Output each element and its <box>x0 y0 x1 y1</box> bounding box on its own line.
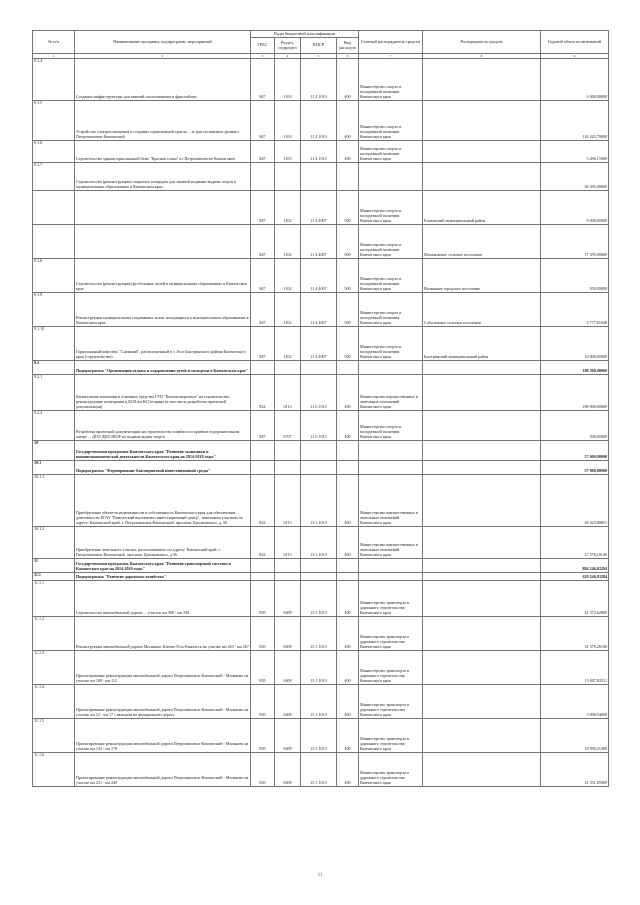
table-row <box>33 441 609 461</box>
row-amount: 500,00000 <box>541 411 609 441</box>
row-section: 1103 <box>275 59 301 101</box>
row-main-manager: Министерство спорта и молодежной политики Камчатского края <box>359 327 423 361</box>
row-amount: 188 000,00000 <box>541 375 609 411</box>
row-name: Горнолыжный комплекс "Снежный", расположенный в с.Эссо Быстринского района Камчатского края (строительство) <box>75 327 251 361</box>
row-vr: 400 <box>337 411 359 441</box>
row-name: Приобретение земельного участка, расположенного по адресу: Камчатский край, г. Петропавловск-Камчатский, проспект Циолковского, д.56 <box>75 527 251 559</box>
row-grbs <box>251 441 275 461</box>
column-index: 2 <box>75 54 251 59</box>
row-csr: 11 4 1013 <box>301 141 337 163</box>
row-main-manager: Министерство транспорта и дорожного строительства Камчатского края <box>359 753 423 787</box>
row-number: 9.1.9 <box>33 293 75 327</box>
row-number: 11.1.6 <box>33 753 75 787</box>
row-vr: 500 <box>337 327 359 361</box>
row-name: Устройство электроосвещения и создание горнолыжной трассы ... и трассы нижнего уровня г. Петропавловск-Камчатский <box>75 101 251 141</box>
row-vr: 400 <box>337 475 359 527</box>
row-name: Реконструкция автомобильной дороги Мильково-Ключи-Усть-Камчатск на участке км 263 - км 267 <box>75 617 251 651</box>
row-amount: 41 572,62800 <box>541 581 609 617</box>
row-name: Строительство здания горнолыжной базы "Красная сопка" в г.Петропавловске-Камчатском <box>75 141 251 163</box>
header-vr: Вид расходов <box>337 38 359 54</box>
table-row <box>33 191 609 225</box>
row-grbs: 847 <box>251 59 275 101</box>
row-csr: 11 4 4007 <box>301 191 337 225</box>
page-number: 11 <box>317 873 323 878</box>
row-recipient <box>423 141 541 163</box>
row-vr: 400 <box>337 375 359 411</box>
header-main-manager: Главный распорядитель средств <box>359 31 423 54</box>
row-name: Государственная программа Камчатского края "Развитие экономики и внешнеэкономической деятельности Камчатского края на 2014-2018 годы" <box>75 441 251 461</box>
row-number: 10.1.2 <box>33 527 75 559</box>
row-recipient <box>423 411 541 441</box>
row-csr <box>301 573 337 581</box>
row-amount: 3 496,15000 <box>541 141 609 163</box>
row-number: 11.1.3 <box>33 651 75 685</box>
row-grbs: 847 <box>251 191 275 225</box>
header-budget-codes: Коды бюджетной классификации <box>251 31 359 38</box>
row-csr: 13 1 1013 <box>301 475 337 527</box>
row-csr: 13 1 1013 <box>301 527 337 559</box>
table-row <box>33 259 609 293</box>
column-index: 8 <box>423 54 541 59</box>
row-amount: 3 090,54000 <box>541 685 609 719</box>
column-index: 9 <box>541 54 609 59</box>
row-vr: 400 <box>337 141 359 163</box>
row-name: Проектирование реконструкции автомобильной дороги Петропавловск-Камчатский - Мильково на участке км 231 - км 249 <box>75 753 251 787</box>
row-recipient <box>423 573 541 581</box>
table-body <box>33 59 609 787</box>
row-section <box>275 361 301 375</box>
budget-table-sheet <box>32 30 608 787</box>
row-section: 1103 <box>275 101 301 141</box>
row-recipient <box>423 441 541 461</box>
row-grbs: 847 <box>251 327 275 361</box>
row-grbs: 847 <box>251 225 275 259</box>
table-row <box>33 163 609 191</box>
table-row <box>33 141 609 163</box>
row-main-manager: Министерство спорта и молодежной политики Камчатского края <box>359 101 423 141</box>
row-name: Реконструкция муниципальных спортивных залов, находящихся в муниципальных образованиях в Камчатском крае <box>75 293 251 327</box>
row-main-manager <box>359 559 423 573</box>
row-csr: 15 1 1013 <box>301 617 337 651</box>
row-number <box>33 191 75 225</box>
row-amount: 21 531,85908 <box>541 753 609 787</box>
row-number: 10 <box>33 441 75 461</box>
row-vr <box>337 361 359 375</box>
row-vr: 400 <box>337 581 359 617</box>
row-csr <box>301 361 337 375</box>
row-recipient <box>423 651 541 685</box>
row-number: 9.1.7 <box>33 163 75 191</box>
row-main-manager <box>359 163 423 191</box>
table-row <box>33 411 609 441</box>
row-name: Капитальные вложения в основные средства ГУП "Камчатскоромхоз" на строительство, реконструкцию помещения в ДОЛ им Ю.Гагарина (в том числе разработка проектной документации) <box>75 375 251 411</box>
row-main-manager <box>359 441 423 461</box>
row-main-manager: Министерство имущественных и земельных отношений Камчатского края <box>359 527 423 559</box>
row-csr: 15 1 1013 <box>301 651 337 685</box>
row-section: 1102 <box>275 225 301 259</box>
table-row <box>33 753 609 787</box>
row-csr <box>301 461 337 475</box>
column-index: 7 <box>359 54 423 59</box>
row-number: 11.1 <box>33 573 75 581</box>
row-csr <box>301 163 337 191</box>
row-main-manager: Министерство спорта и молодежной политики Камчатского края <box>359 141 423 163</box>
row-number: 9.2.2 <box>33 411 75 441</box>
row-recipient: Быстринский муниципальный район <box>423 327 541 361</box>
table-row <box>33 475 609 527</box>
row-section: 0409 <box>275 581 301 617</box>
table-row <box>33 651 609 685</box>
row-number: 11.1.2 <box>33 617 75 651</box>
row-vr: 400 <box>337 59 359 101</box>
row-amount: 18 990,21490 <box>541 719 609 753</box>
row-section: 0409 <box>275 719 301 753</box>
row-number: 11.1.4 <box>33 685 75 719</box>
row-csr: 11 6 1013 <box>301 375 337 411</box>
row-amount: 894 246,03294 <box>541 559 609 573</box>
row-amount: 17 395,00000 <box>541 225 609 259</box>
row-grbs: 822 <box>251 527 275 559</box>
row-vr: 500 <box>337 225 359 259</box>
row-recipient <box>423 461 541 475</box>
row-vr: 400 <box>337 101 359 141</box>
row-main-manager: Министерство спорта и молодежной политики Камчатского края <box>359 225 423 259</box>
row-vr: 400 <box>337 651 359 685</box>
budget-allocation-table <box>32 30 609 787</box>
row-grbs: 835 <box>251 719 275 753</box>
row-csr: 15 1 1013 <box>301 753 337 787</box>
table-row <box>33 573 609 581</box>
row-vr <box>337 573 359 581</box>
row-recipient <box>423 375 541 411</box>
row-recipient <box>423 559 541 573</box>
row-section: 1102 <box>275 259 301 293</box>
table-row <box>33 559 609 573</box>
row-amount: 2 777,61048 <box>541 293 609 327</box>
row-recipient <box>423 59 541 101</box>
row-amount: 188 500,00000 <box>541 361 609 375</box>
table-row <box>33 327 609 361</box>
row-name: Подпрограмма "Развитие дорожного хозяйства" <box>75 573 251 581</box>
row-vr: 400 <box>337 753 359 787</box>
table-row <box>33 685 609 719</box>
row-vr: 400 <box>337 719 359 753</box>
row-section: 0113 <box>275 527 301 559</box>
row-recipient <box>423 617 541 651</box>
row-section <box>275 559 301 573</box>
row-number: 9.1.6 <box>33 141 75 163</box>
row-csr <box>301 559 337 573</box>
row-amount: 629 246,03294 <box>541 573 609 581</box>
row-number: 9.1.4 <box>33 59 75 101</box>
table-row <box>33 581 609 617</box>
column-index: 3 <box>251 54 275 59</box>
row-vr <box>337 461 359 475</box>
row-name <box>75 191 251 225</box>
row-number: 10.1 <box>33 461 75 475</box>
row-grbs: 847 <box>251 101 275 141</box>
row-name: Проектирование реконструкции автомобильной дороги Петропавловск-Камчатский - Мильково на участке км 108 - км 112 <box>75 651 251 685</box>
row-grbs <box>251 461 275 475</box>
row-csr: 11 4 4007 <box>301 225 337 259</box>
row-main-manager <box>359 573 423 581</box>
row-name: Создание инфраструктуры для занятий скалолазанием и фристайлом <box>75 59 251 101</box>
row-main-manager: Министерство транспорта и дорожного строительства Камчатского края <box>359 719 423 753</box>
row-main-manager: Министерство спорта и молодежной политики Камчатского края <box>359 59 423 101</box>
row-grbs <box>251 573 275 581</box>
row-number: 9.1.5 <box>33 101 75 141</box>
row-name: Разработка проектной документации на строительство плавбасса в краевом оздоровительном лагере ... ДОЛ ДЮСШОР по водным видам спорта <box>75 411 251 441</box>
column-index: 1 <box>33 54 75 59</box>
row-recipient <box>423 475 541 527</box>
row-amount: 29 423,89851 <box>541 475 609 527</box>
row-main-manager: Министерство имущественных и земельных отношений Камчатского края <box>359 475 423 527</box>
row-grbs: 835 <box>251 651 275 685</box>
row-number: 11 <box>33 559 75 573</box>
table-row <box>33 617 609 651</box>
row-section: 1102 <box>275 191 301 225</box>
row-name: Проектирование реконструкции автомобильной дороги Петропавловск-Камчатский - Мильково на участке км 12 - км 17 с выходом на федеральную дорогу <box>75 685 251 719</box>
row-section <box>275 461 301 475</box>
row-vr: 500 <box>337 191 359 225</box>
row-recipient <box>423 361 541 375</box>
row-vr: 400 <box>337 617 359 651</box>
row-grbs <box>251 163 275 191</box>
row-grbs: 847 <box>251 411 275 441</box>
table-row <box>33 375 609 411</box>
row-section: 0409 <box>275 753 301 787</box>
row-grbs: 835 <box>251 617 275 651</box>
row-number: 9.2.1 <box>33 375 75 411</box>
row-grbs <box>251 559 275 573</box>
row-csr: 11 4 4007 <box>301 259 337 293</box>
row-csr: 11 4 1013 <box>301 59 337 101</box>
row-amount: 27 576,10149 <box>541 527 609 559</box>
row-name: Государственная программа Камчатского края "Развитие транспортной системы в Камчатском крае на 2014-2020 годы" <box>75 559 251 573</box>
header-csr: КЦСР <box>301 38 337 54</box>
row-main-manager: Министерство спорта и молодежной политики Камчатского края <box>359 191 423 225</box>
row-amount: 2 000,00000 <box>541 59 609 101</box>
row-main-manager <box>359 461 423 475</box>
row-amount: 950,00000 <box>541 259 609 293</box>
table-row <box>33 225 609 259</box>
row-csr: 11 4 4007 <box>301 327 337 361</box>
row-section: 1102 <box>275 293 301 327</box>
row-name: Строительство (реконструкция) футбольных полей в муниципальных образованиях в Камчатском крае <box>75 259 251 293</box>
row-main-manager: Министерство транспорта и дорожного строительства Камчатского края <box>359 581 423 617</box>
table-row <box>33 59 609 101</box>
row-amount: 57 000,00000 <box>541 461 609 475</box>
row-vr: 400 <box>337 685 359 719</box>
row-section <box>275 163 301 191</box>
row-csr: 15 1 1013 <box>301 685 337 719</box>
row-name: Подпрограмма "Организация отдыха и оздоровления детей и молодежи в Камчатском крае" <box>75 361 251 375</box>
row-recipient <box>423 685 541 719</box>
row-main-manager: Министерство спорта и молодежной политики Камчатского края <box>359 293 423 327</box>
row-grbs: 822 <box>251 375 275 411</box>
row-vr <box>337 163 359 191</box>
row-csr: 11 4 4007 <box>301 293 337 327</box>
row-section: 1102 <box>275 327 301 361</box>
header-grbs: ГРБС <box>251 38 275 54</box>
row-vr <box>337 559 359 573</box>
table-row <box>33 719 609 753</box>
row-section <box>275 441 301 461</box>
row-recipient <box>423 163 541 191</box>
row-csr: 15 1 1013 <box>301 719 337 753</box>
table-row <box>33 293 609 327</box>
table-row <box>33 361 609 375</box>
row-name: Строительство (реконструкция) открытых площадок для занятий водными видами спорта в муниципальных образованиях в Камчатском крае <box>75 163 251 191</box>
row-recipient <box>423 753 541 787</box>
row-main-manager: Министерство имущественных и земельных отношений Камчатского края <box>359 375 423 411</box>
header-section: Раздел, подраздел <box>275 38 301 54</box>
row-recipient: Соболевское сельское поселение <box>423 293 541 327</box>
column-index: 6 <box>337 54 359 59</box>
row-number: 10.1.1 <box>33 475 75 527</box>
row-main-manager: Министерство транспорта и дорожного строительства Камчатского края <box>359 617 423 651</box>
row-section: 0113 <box>275 475 301 527</box>
row-grbs: 847 <box>251 259 275 293</box>
row-vr: 400 <box>337 527 359 559</box>
row-section: 0409 <box>275 651 301 685</box>
row-grbs <box>251 361 275 375</box>
row-vr <box>337 441 359 461</box>
row-csr: 11 4 1013 <box>301 101 337 141</box>
row-section: 0113 <box>275 375 301 411</box>
row-name: Проектирование реконструкции автомобильной дороги Петропавловск-Камчатский - Мильково на участке км 132 - км 170 <box>75 719 251 753</box>
row-recipient <box>423 101 541 141</box>
row-number: 9.1.8 <box>33 259 75 293</box>
header-name: Наименование программ, подпрограмм, мероприятий <box>75 31 251 54</box>
table-row <box>33 461 609 475</box>
row-main-manager: Министерство спорта и молодежной политики Камчатского края <box>359 411 423 441</box>
row-number: 11.1.5 <box>33 719 75 753</box>
row-name: Приобретение объектов недвижимости в собственность Камчатского края для обеспечения деятельности КГАУ "Камчатский выставочно-инвестиционный центр", земельным участком по адресу: Камчатский край, г. Петропавловск-Камчатский, проспект Циолковского, д. 56 <box>75 475 251 527</box>
row-name <box>75 225 251 259</box>
row-main-manager: Министерство транспорта и дорожного строительства Камчатского края <box>359 651 423 685</box>
row-number: 11.1.1 <box>33 581 75 617</box>
column-index: 4 <box>275 54 301 59</box>
row-section: 0409 <box>275 617 301 651</box>
row-recipient <box>423 581 541 617</box>
row-name: Подпрограмма "Формирование благоприятной инвестиционной среды" <box>75 461 251 475</box>
row-vr: 500 <box>337 293 359 327</box>
row-number: 9.1.10 <box>33 327 75 361</box>
row-amount: 9 000,00000 <box>541 191 609 225</box>
row-recipient: Мильковское сельское поселение <box>423 225 541 259</box>
row-recipient: Вулканное городское поселение <box>423 259 541 293</box>
row-section <box>275 573 301 581</box>
row-csr <box>301 441 337 461</box>
column-index: 5 <box>301 54 337 59</box>
header-num: № п/п <box>33 31 75 54</box>
row-grbs: 847 <box>251 293 275 327</box>
header-amount: Годовой объем ассигнований <box>541 31 609 54</box>
row-amount: 116 223,79000 <box>541 101 609 141</box>
row-amount: 31 579,26100 <box>541 617 609 651</box>
row-section: 0409 <box>275 685 301 719</box>
row-csr: 11 6 1013 <box>301 411 337 441</box>
row-vr: 500 <box>337 259 359 293</box>
row-csr: 15 1 1013 <box>301 581 337 617</box>
row-amount: 26 395,00000 <box>541 163 609 191</box>
row-main-manager: Министерство транспорта и дорожного строительства Камчатского края <box>359 685 423 719</box>
row-amount: 57 000,00000 <box>541 441 609 461</box>
row-amount: 13 007,82511 <box>541 651 609 685</box>
table-row <box>33 527 609 559</box>
row-main-manager <box>359 361 423 375</box>
row-recipient <box>423 719 541 753</box>
row-section: 1103 <box>275 141 301 163</box>
table-row <box>33 101 609 141</box>
row-grbs: 835 <box>251 581 275 617</box>
row-main-manager: Министерство спорта и молодежной политики Камчатского края <box>359 259 423 293</box>
row-grbs: 835 <box>251 685 275 719</box>
row-grbs: 847 <box>251 141 275 163</box>
row-section: 0707 <box>275 411 301 441</box>
row-amount: 10 000,00000 <box>541 327 609 361</box>
row-number: 9.2 <box>33 361 75 375</box>
header-recipient: Распорядитель средств <box>423 31 541 54</box>
row-grbs: 822 <box>251 475 275 527</box>
row-name: Строительство автомобильной дороги ... участок км 308 - км 330 <box>75 581 251 617</box>
row-recipient: Елизовский муниципальный район <box>423 191 541 225</box>
row-number <box>33 225 75 259</box>
row-grbs: 835 <box>251 753 275 787</box>
row-recipient <box>423 527 541 559</box>
